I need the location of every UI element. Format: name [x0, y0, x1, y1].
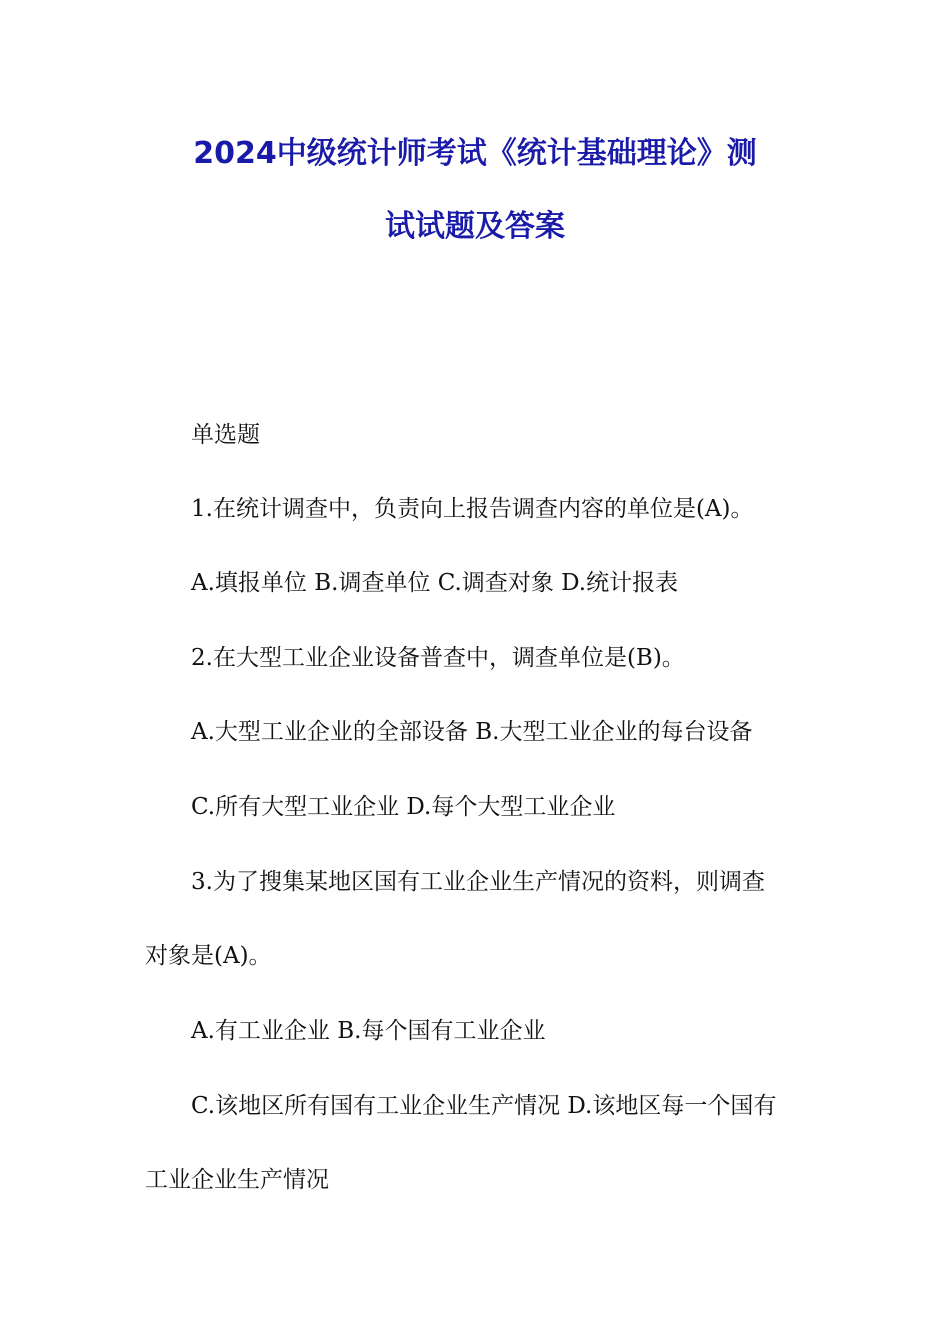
question-3-options-line-1: A.有工业企业 B.每个国有工业企业 — [191, 1018, 546, 1044]
question-3-options-line-3: 工业企业生产情况 — [145, 1167, 329, 1193]
question-2-options-line-1: A.大型工业企业的全部设备 B.大型工业企业的每台设备 — [191, 719, 753, 745]
question-2-options-line-2: C.所有大型工业企业 D.每个大型工业企业 — [191, 794, 616, 820]
question-2: 2.在大型工业企业设备普查中，调查单位是(B)。 — [191, 645, 685, 671]
question-3-options-line-2: C.该地区所有国有工业企业生产情况 D.该地区每一个国有 — [191, 1093, 777, 1119]
document-title-line-1: 2024中级统计师考试《统计基础理论》测 — [193, 136, 757, 171]
question-1: 1.在统计调查中，负责向上报告调查内容的单位是(A)。 — [191, 496, 754, 522]
question-3-line-2: 对象是(A)。 — [145, 943, 272, 969]
document-title-line-2: 试试题及答案 — [385, 209, 565, 244]
question-1-options: A.填报单位 B.调查单位 C.调查对象 D.统计报表 — [191, 570, 679, 596]
section-heading: 单选题 — [191, 422, 260, 448]
question-3-line-1: 3.为了搜集某地区国有工业企业生产情况的资料，则调查 — [191, 869, 765, 895]
